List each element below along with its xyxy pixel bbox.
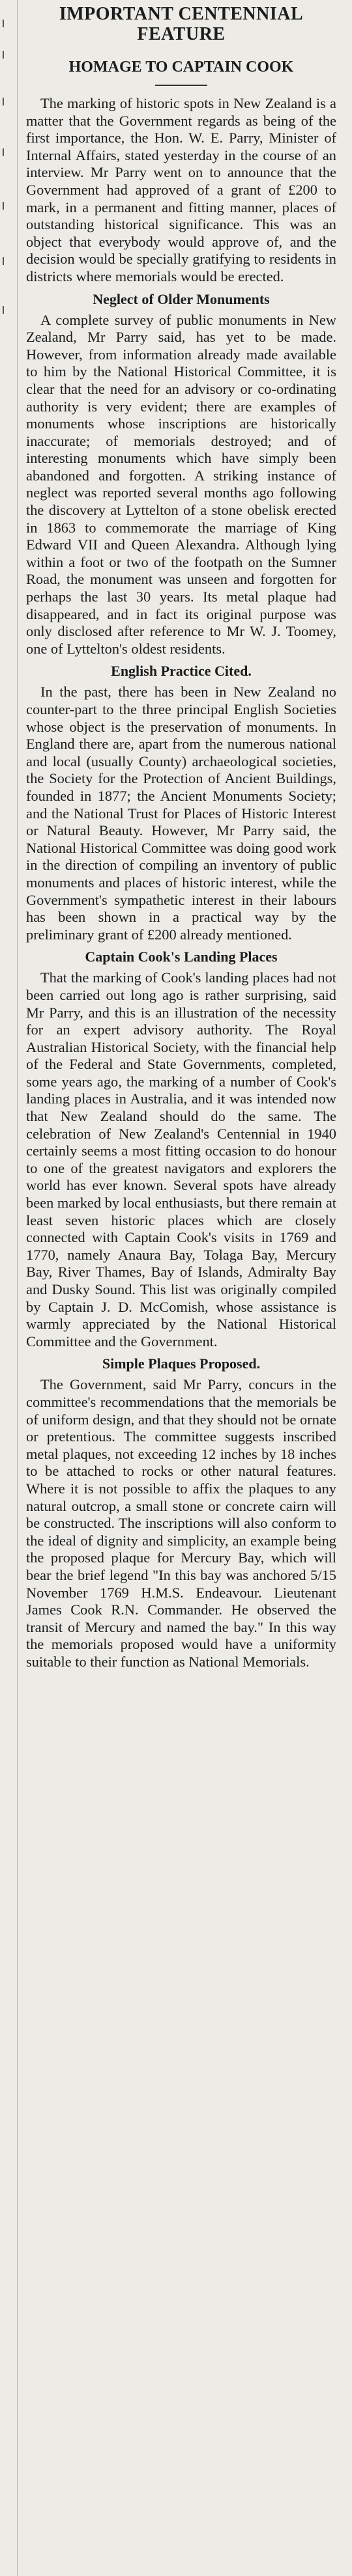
paragraph-landing-places: That the marking of Cook's landing places had not been carried out long ago is rather surprising, said Mr Parry, and this is an illustration of the necessity for an expert advisory authority. The Royal Australian Historical Society, with the financial help of the Federal and State Governments, completed, some years ago, the marking of a number of Cook's landing places in Australia, and it was intended now that New Zealand should do the same. The celebration of New Zealand's Centennial in 1940 certainly seems a most fitting occasion to do honour to one of the greatest navigators and explorers the world has ever known. Several spots have already been marked by local enthusiasts, but there remain at least seven historic places which are closely connected with Captain Cook's visits in 1769 and 1770, namely Anaura Bay, Tolaga Bay, Mercury Bay, River Thames, Bay of Islands, Admiralty Bay and Dusky Sound. This list was originally compiled by Captain J. D. McComish, whose assistance is warmly appreciated by the National Historical Committee and the Government. (26, 969, 336, 1350)
deck: HOMAGE TO CAPTAIN COOK (68, 59, 294, 76)
paragraph-simple-plaques: The Government, said Mr Parry, concurs in the committee's recommendations that the memorials be of uniform design, and that they should not be ornate or pretentious. The committee suggests inscribed metal plaques, not exceeding 12 inches by 18 inches to be attached to rocks or other natural features. Where it is not possible to affix the plaques to any natural outcrop, a small stone or concrete cairn will be constructed. The inscriptions will also conform to the ideal of dignity and simplicity, an example being the proposed plaque for Mercury Bay, which will bear the brief legend "In this bay was anchored 5/15 November 1769 H.M.S. Endeavour. Lieutenant James Cook R.N. Commander. He observed the transit of Mercury and named the bay." In this way the memorials proposed would have a uniformity suitable to their function as National Memorials. (26, 1376, 336, 1670)
subhead-landing-places: Captain Cook's Landing Places (85, 949, 278, 965)
subhead-english-practice: English Practice Cited. (111, 663, 252, 680)
subhead-simple-plaques: Simple Plaques Proposed. (102, 1355, 261, 1372)
subhead-neglect: Neglect of Older Monuments (93, 290, 270, 307)
paragraph-english-practice: In the past, there has been in New Zealand no counter-part to the three principal English Societies whose object is the preservation of monuments. In England there are, apart from the numerous national and local (usually County) archaeological societies, the Society for the Protection of Ancient Buildings, founded in 1877; the Ancient Monuments Society; and the National Trust for Places of Historic Interest or Natural Beauty. However, Mr Parry said, the National Historical Committee was doing good work in the direction of compiling an inventory of public monuments and places of historic interest, while the Government's sympathetic interest in their labours has been shown in a practical way by the preliminary grant of £200 already mentioned. (26, 684, 336, 943)
divider (155, 85, 207, 86)
paragraph-neglect: A complete survey of public monuments in New Zealand, Mr Parry said, has yet to be made. However, from information already made available to him by the National Historical Committee, it is clear that the need for an advisory or co-ordinating authority is very evident; there are examples of monuments whose inscriptions are historically inaccurate; of memorials destroyed; and of interesting monuments which have simply been abandoned and forgotten. A striking instance of neglect was reported several months ago following the discovery at Lyttelton of a stone obelisk erected in 1863 to commemorate the marriage of King Edward VII and Queen Alexandra. Although lying within a foot or two of the footpath on the Sumner Road, the monument was unseen and forgotten for perhaps the last 30 years. Its metal plaque had disappeared, and in fact its original purpose was only disclosed after reference to Mr W. J. Toomey, one of Lyttelton's oldest residents. (26, 311, 336, 657)
intro-paragraph: The marking of historic spots in New Zealand is a matter that the Government regards as being of the first importance, the Hon. W. E. Parry, Minister of Internal Affairs, stated yesterday in the course of an interview. Mr Parry went on to announce that the Government had approved of a grant of £200 to mark, in a permanent and fitting manner, places of outstanding historical significance. This was an object that everybody would approve of, and the decision would be specially gratifying to residents in districts where memorials would be erected. (26, 95, 336, 284)
adjacent-column-edge (0, 0, 18, 2576)
headline: IMPORTANT CENTENNIAL FEATURE (59, 4, 304, 44)
